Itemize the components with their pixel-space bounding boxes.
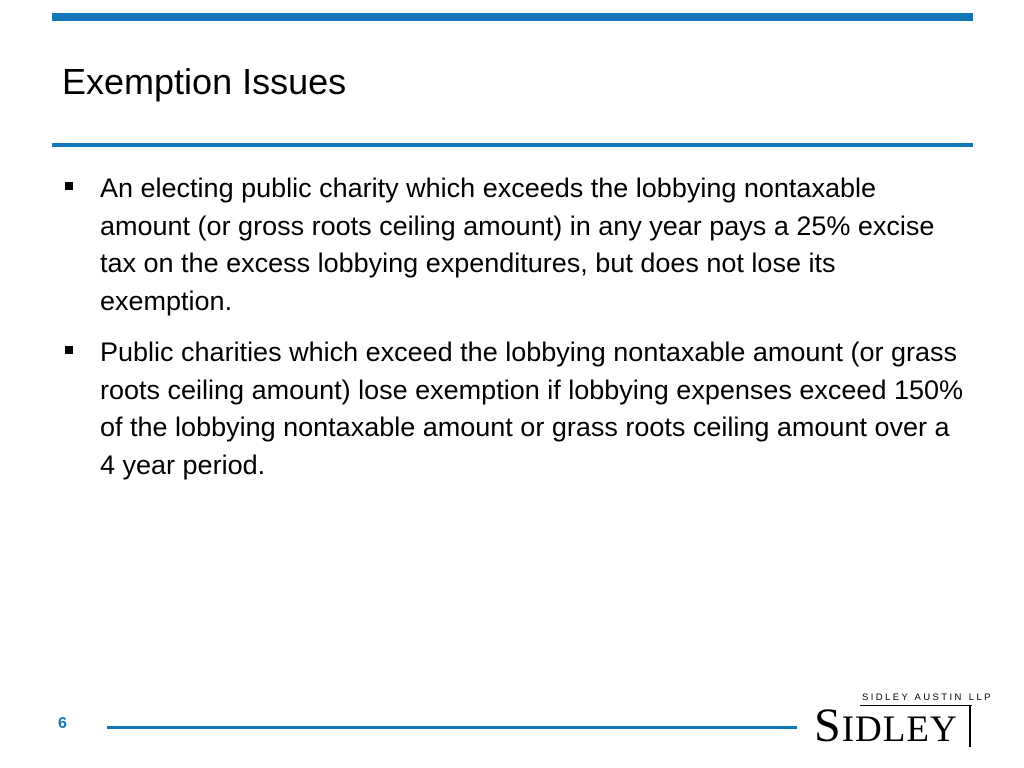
sidley-logo <box>812 692 993 752</box>
bullet-text: Public charities which exceed the lobbying nontaxable amount (or grass roots ceiling amount) lose exemption if lobbying expenses exceed 150% of the lobbying nontaxable amount or grass roots ceiling amount over a 4 year period. <box>100 337 964 480</box>
bullet-text: An electing public charity which exceeds the lobbying nontaxable amount (or gross roots ceiling amount) in any year pays a 25% excise tax on the excess lobbying expenditures, but does not lose its exemption. <box>100 173 935 316</box>
logo-tagline: SIDLEY AUSTIN LLP <box>862 692 993 703</box>
bullet-item <box>62 334 972 484</box>
title-divider-rule <box>52 143 973 147</box>
slide-title: Exemption Issues <box>62 61 347 102</box>
logo-wordmark-initial: S <box>814 699 842 752</box>
top-accent-rule <box>52 13 973 21</box>
bullet-item <box>62 170 972 320</box>
bullet-list <box>62 170 972 498</box>
square-bullet-icon <box>65 182 73 190</box>
logo-right-bar <box>969 705 971 747</box>
logo-wordmark-rest: IDLEY <box>841 709 958 750</box>
logo-wordmark <box>814 699 958 754</box>
footer-rule <box>107 726 797 729</box>
square-bullet-icon <box>65 346 73 354</box>
page-number: 6 <box>58 715 67 732</box>
